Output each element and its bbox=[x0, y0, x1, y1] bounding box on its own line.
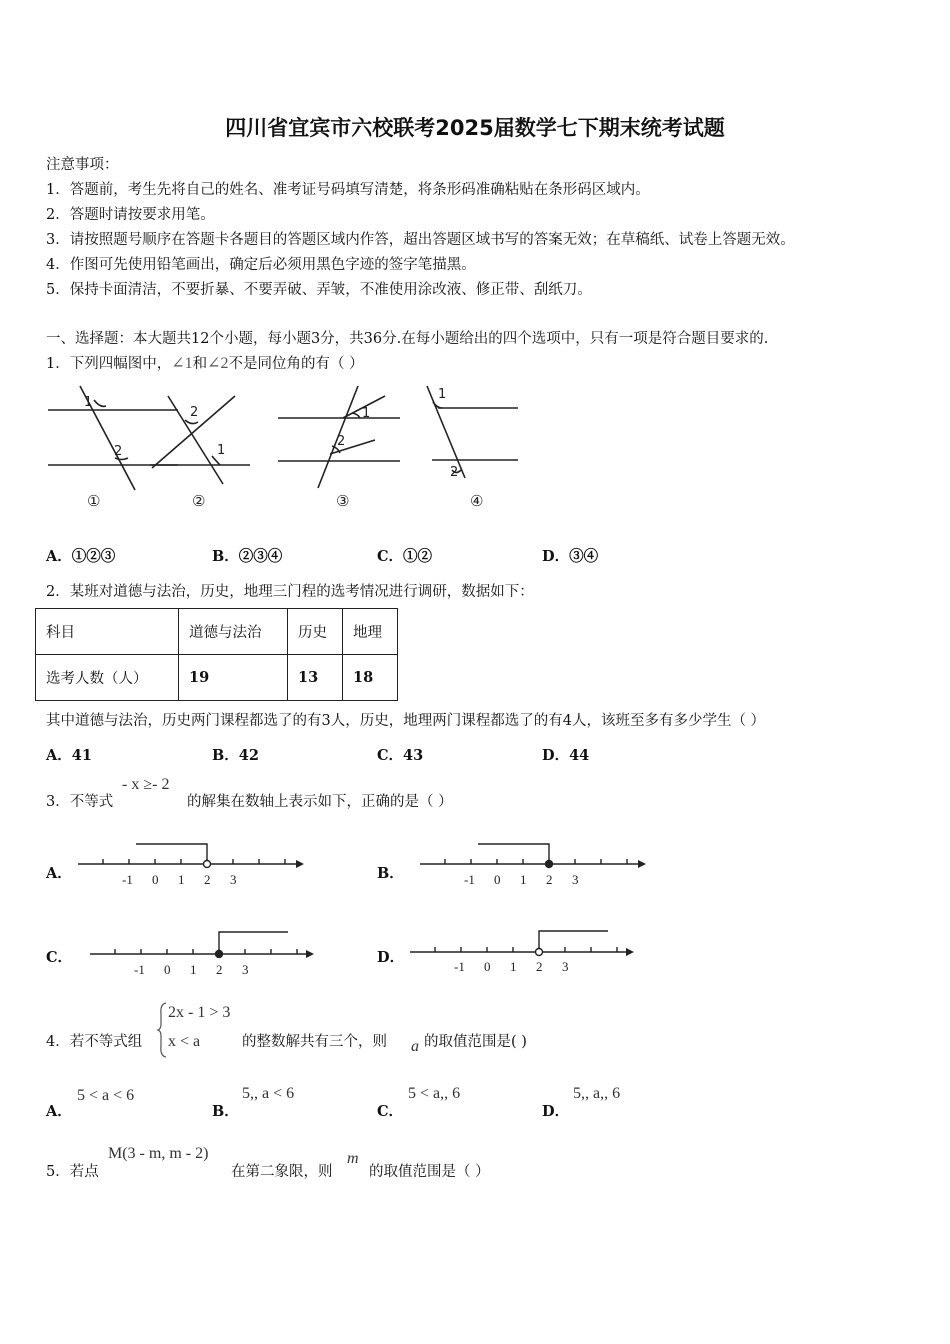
q2-option-b[interactable]: B．42 bbox=[212, 747, 259, 764]
q5-var-m: m bbox=[347, 1150, 359, 1167]
q4-option-c-expr: 5 < a,, 6 bbox=[408, 1085, 461, 1102]
fig2-angle-1: 1 bbox=[217, 443, 226, 458]
svg-text:2: 2 bbox=[546, 872, 553, 887]
table-header-cell: 地理 bbox=[343, 609, 398, 655]
q3-stem-b: 的解集在数轴上表示如下，正确的是（ ） bbox=[187, 794, 453, 810]
svg-text:-1: -1 bbox=[464, 872, 475, 887]
q3-numberline-d[interactable] bbox=[410, 922, 640, 974]
fig4-angle-1: 1 bbox=[438, 387, 447, 402]
fig1-angle-1: 1 bbox=[84, 395, 93, 410]
q3-option-a[interactable]: A． bbox=[46, 865, 72, 882]
q5-stem-a: 5．若点 bbox=[46, 1164, 99, 1180]
q4-stem-b: 的整数解共有三个，则 bbox=[242, 1034, 387, 1050]
q1-option-c[interactable]: C．①② bbox=[377, 548, 433, 565]
svg-text:3: 3 bbox=[230, 872, 237, 887]
fig2-arc2 bbox=[185, 420, 198, 424]
q5-point: M(3 - m, m - 2) bbox=[108, 1145, 209, 1162]
q1-stem bbox=[46, 352, 364, 373]
svg-text:2: 2 bbox=[216, 962, 223, 977]
q4-option-c[interactable]: C． bbox=[377, 1103, 404, 1120]
notice-item: 5．保持卡面清洁，不要折暴、不要弄破、弄皱，不准使用涂改液、修正带、刮纸刀。 bbox=[46, 282, 592, 298]
q4-stem-c: 的取值范围是( ) bbox=[424, 1034, 527, 1050]
q3-expression: - x ≥- 2 bbox=[122, 776, 170, 793]
q3-option-c[interactable]: C． bbox=[46, 949, 73, 966]
table-cell: 18 bbox=[343, 655, 398, 701]
fig1-angle-2: 2 bbox=[114, 444, 123, 459]
fig4-angle-2: 2 bbox=[450, 465, 459, 480]
table-cell: 选考人数（人） bbox=[36, 655, 179, 701]
q4-option-d-expr: 5,, a,, 6 bbox=[573, 1085, 621, 1102]
svg-text:-1: -1 bbox=[454, 959, 465, 974]
angle1-symbol: ∠1 bbox=[171, 355, 193, 372]
svg-text:3: 3 bbox=[562, 959, 569, 974]
q1-figures bbox=[40, 378, 540, 518]
q2-option-c[interactable]: C．43 bbox=[377, 747, 424, 764]
fig-label-1: ① bbox=[87, 492, 101, 510]
svg-text:0: 0 bbox=[152, 872, 159, 887]
q4-option-d[interactable]: D． bbox=[542, 1103, 570, 1120]
table-row bbox=[36, 609, 398, 655]
q4-var-a: a bbox=[411, 1038, 419, 1055]
table-cell: 19 bbox=[179, 655, 288, 701]
q1-option-d[interactable]: D．③④ bbox=[542, 548, 599, 565]
svg-text:0: 0 bbox=[164, 962, 171, 977]
svg-text:2: 2 bbox=[536, 959, 543, 974]
q3-stem-a: 3．不等式 bbox=[46, 794, 114, 810]
svg-text:3: 3 bbox=[572, 872, 579, 887]
q5-stem-b: 在第二象限，则 bbox=[231, 1164, 333, 1180]
q1-option-b[interactable]: B．②③④ bbox=[212, 548, 283, 565]
svg-text:3: 3 bbox=[242, 962, 249, 977]
notice-item: 3．请按照题号顺序在答题卡各题目的答题区域内作答，超出答题区域书写的答案无效；在草稿纸、试卷上答题无效。 bbox=[46, 232, 795, 248]
svg-text:1: 1 bbox=[178, 872, 185, 887]
q1-stem-c: 不是同位角的有（ ） bbox=[228, 356, 364, 372]
q4-option-a[interactable]: A． bbox=[46, 1103, 72, 1120]
table-row bbox=[36, 655, 398, 701]
q2-option-a[interactable]: A．41 bbox=[46, 747, 92, 764]
notice-heading: 注意事项： bbox=[46, 157, 119, 173]
page-title: 四川省宜宾市六校联考2025届数学七下期末统考试题 bbox=[225, 116, 725, 140]
q3-numberline-a[interactable] bbox=[78, 838, 308, 890]
fig3-angle-1: 1 bbox=[362, 406, 371, 421]
table-cell: 13 bbox=[288, 655, 343, 701]
fig3-angle-2: 2 bbox=[337, 434, 346, 449]
svg-text:0: 0 bbox=[494, 872, 501, 887]
table-header-cell: 道德与法治 bbox=[179, 609, 288, 655]
notice-item: 1．答题前，考生先将自己的姓名、准考证号码填写清楚，将条形码准确粘贴在条形码区域内。 bbox=[46, 182, 650, 198]
q4-option-a-expr: 5 < a < 6 bbox=[77, 1087, 135, 1104]
svg-text:1: 1 bbox=[520, 872, 527, 887]
q1-stem-b: 和 bbox=[192, 356, 208, 372]
table-header-cell: 科目 bbox=[36, 609, 179, 655]
angle2-symbol: ∠2 bbox=[207, 355, 229, 372]
section-heading: 一、选择题：本大题共12个小题，每小题3分，共36分.在每小题给出的四个选项中，只有一项是符合题目要求的. bbox=[46, 331, 769, 347]
svg-text:2: 2 bbox=[204, 872, 211, 887]
q3-numberline-b[interactable] bbox=[420, 838, 650, 890]
svg-text:0: 0 bbox=[484, 959, 491, 974]
q2-option-d[interactable]: D．44 bbox=[542, 747, 590, 764]
fig-label-4: ④ bbox=[470, 492, 484, 510]
q4-option-b[interactable]: B． bbox=[212, 1103, 239, 1120]
notice-item: 2．答题时请按要求用笔。 bbox=[46, 207, 215, 223]
q2-stem: 2．某班对道德与法治，历史，地理三门程的选考情况进行调研，数据如下： bbox=[46, 584, 534, 600]
q3-option-b[interactable]: B． bbox=[377, 865, 404, 882]
fig2-angle-2: 2 bbox=[190, 405, 199, 420]
q4-stem-a: 4．若不等式组 bbox=[46, 1034, 143, 1050]
svg-text:1: 1 bbox=[510, 959, 517, 974]
q1-option-a[interactable]: A．①②③ bbox=[46, 548, 116, 565]
q4-line2: x < a bbox=[168, 1033, 201, 1050]
q5-stem-c: 的取值范围是（ ） bbox=[369, 1164, 490, 1180]
q4-brace bbox=[157, 1002, 167, 1058]
table-header-cell: 历史 bbox=[288, 609, 343, 655]
q1-stem-a: 1．下列四幅图中， bbox=[46, 356, 172, 372]
fig-label-2: ② bbox=[192, 492, 206, 510]
svg-text:-1: -1 bbox=[122, 872, 133, 887]
fig1-arc1 bbox=[94, 400, 106, 406]
q2-follow: 其中道德与法治，历史两门课程都选了的有3人，历史，地理两门课程都选了的有4人，该班至多有多少学生（ ） bbox=[46, 713, 766, 729]
q2-table bbox=[35, 608, 398, 701]
q3-option-d[interactable]: D． bbox=[377, 949, 405, 966]
svg-text:1: 1 bbox=[190, 962, 197, 977]
q4-line1: 2x - 1 > 3 bbox=[168, 1004, 231, 1021]
notice-item: 4．作图可先使用铅笔画出，确定后必须用黑色字迹的签字笔描黑。 bbox=[46, 257, 476, 273]
svg-text:-1: -1 bbox=[134, 962, 145, 977]
fig4-arc1 bbox=[433, 402, 442, 408]
q3-numberline-c[interactable] bbox=[90, 922, 320, 977]
q4-option-b-expr: 5,, a < 6 bbox=[242, 1085, 295, 1102]
fig-label-3: ③ bbox=[336, 492, 350, 510]
